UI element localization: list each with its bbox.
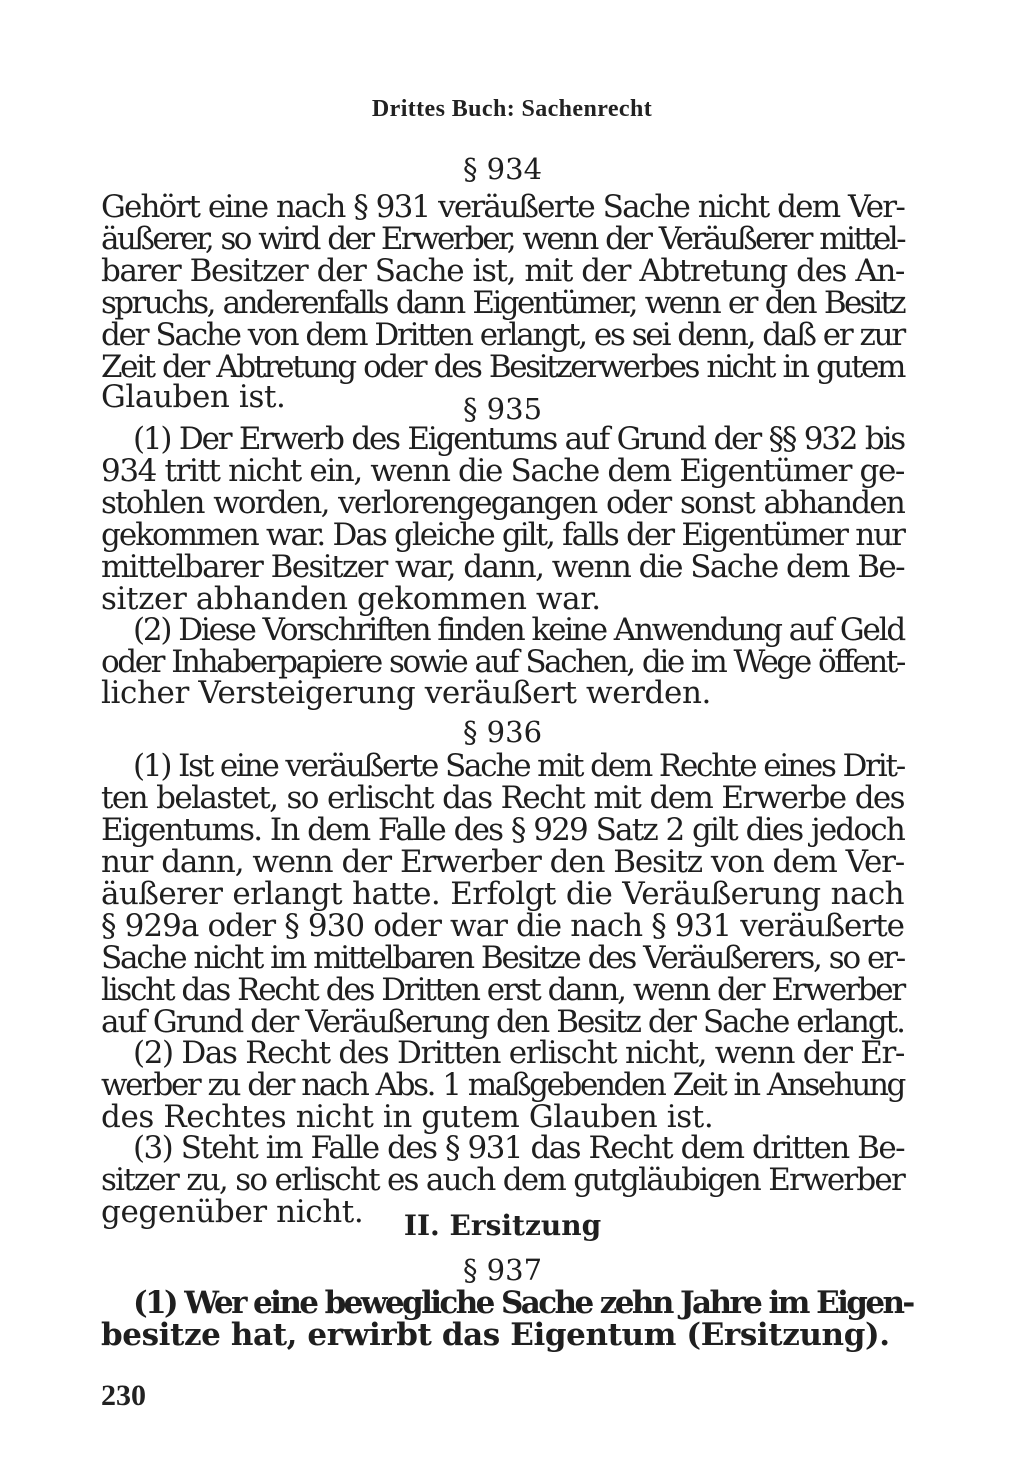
body-line: gekommen war. Das gleiche gilt, falls der Eigentümer nur bbox=[101, 517, 904, 553]
body-line: spruchs, anderenfalls dann Eigentümer, wenn er den Besitz bbox=[101, 285, 904, 321]
body-line: stohlen worden, verlorengegangen oder sonst abhanden bbox=[101, 485, 904, 521]
body-line: auf Grund der Veräußerung den Besitz der Sache erlangt. bbox=[101, 1004, 904, 1040]
body-line: Glauben ist. bbox=[101, 379, 286, 415]
body-line: sitzer abhanden gekommen war. bbox=[101, 581, 601, 617]
body-line: licher Versteigerung veräußert werden. bbox=[101, 675, 711, 711]
body-line: Zeit der Abtretung oder des Besitzerwerbes nicht in gutem bbox=[101, 349, 904, 385]
body-line: (2) Diese Vorschriften finden keine Anwendung auf Geld bbox=[133, 612, 904, 648]
body-line: (1) Ist eine veräußerte Sache mit dem Rechte eines Drit- bbox=[133, 748, 904, 784]
body-line: § 929a oder § 930 oder war die nach § 931 veräußerte bbox=[101, 908, 904, 944]
body-line: Eigentums. In dem Falle des § 929 Satz 2 gilt dies jedoch bbox=[101, 812, 904, 848]
body-line: (1) Der Erwerb des Eigentums auf Grund der §§ 932 bis bbox=[133, 421, 904, 457]
body-line: nur dann, wenn der Erwerber den Besitz von dem Ver- bbox=[101, 844, 904, 880]
body-line: ten belastet, so erlischt das Recht mit dem Erwerbe des bbox=[101, 780, 904, 816]
body-line: sitzer zu, so erlischt es auch dem gutgläubigen Erwerber bbox=[101, 1162, 904, 1198]
body-line: des Rechtes nicht in gutem Glauben ist. bbox=[101, 1099, 714, 1135]
body-line: Gehört eine nach § 931 veräußerte Sache nicht dem Ver- bbox=[101, 189, 904, 225]
body-line: gegenüber nicht. bbox=[101, 1194, 364, 1230]
body-line: lischt das Recht des Dritten erst dann, wenn der Erwerber bbox=[101, 972, 904, 1008]
body-line: besitze hat, erwirbt das Eigentum (Ersitzung). bbox=[101, 1317, 890, 1353]
body-line: (3) Steht im Falle des § 931 das Recht dem dritten Be- bbox=[133, 1130, 904, 1166]
section-number-934: § 934 bbox=[462, 152, 543, 186]
body-line: Sache nicht im mittelbaren Besitze des Veräußerers, so er- bbox=[101, 940, 904, 976]
body-line: werber zu der nach Abs. 1 maßgebenden Zeit in Ansehung bbox=[101, 1067, 904, 1103]
chapter-heading: II. Ersitzung bbox=[403, 1209, 602, 1242]
body-line: äußerer erlangt hatte. Erfolgt die Veräußerung nach bbox=[101, 876, 904, 912]
body-line: (2) Das Recht des Dritten erlischt nicht, wenn der Er- bbox=[133, 1035, 904, 1071]
running-head: Drittes Buch: Sachenrecht bbox=[371, 96, 653, 122]
section-number-937: § 937 bbox=[462, 1253, 543, 1287]
body-line: äußerer, so wird der Erwerber, wenn der Veräußerer mittel- bbox=[101, 221, 904, 257]
body-line: oder Inhaberpapiere sowie auf Sachen, die im Wege öffent- bbox=[101, 644, 904, 680]
page-number: 230 bbox=[101, 1379, 146, 1412]
body-line: barer Besitzer der Sache ist, mit der Abtretung des An- bbox=[101, 253, 904, 289]
section-number-936: § 936 bbox=[462, 715, 543, 749]
section-number-935: § 935 bbox=[462, 392, 543, 426]
body-line: (1) Wer eine bewegliche Sache zehn Jahre im Eigen- bbox=[133, 1285, 913, 1321]
body-line: mittelbarer Besitzer war, dann, wenn die Sache dem Be- bbox=[101, 549, 904, 585]
body-line: der Sache von dem Dritten erlangt, es sei denn, daß er zur bbox=[101, 317, 904, 353]
body-line: 934 tritt nicht ein, wenn die Sache dem Eigentümer ge- bbox=[101, 453, 904, 489]
